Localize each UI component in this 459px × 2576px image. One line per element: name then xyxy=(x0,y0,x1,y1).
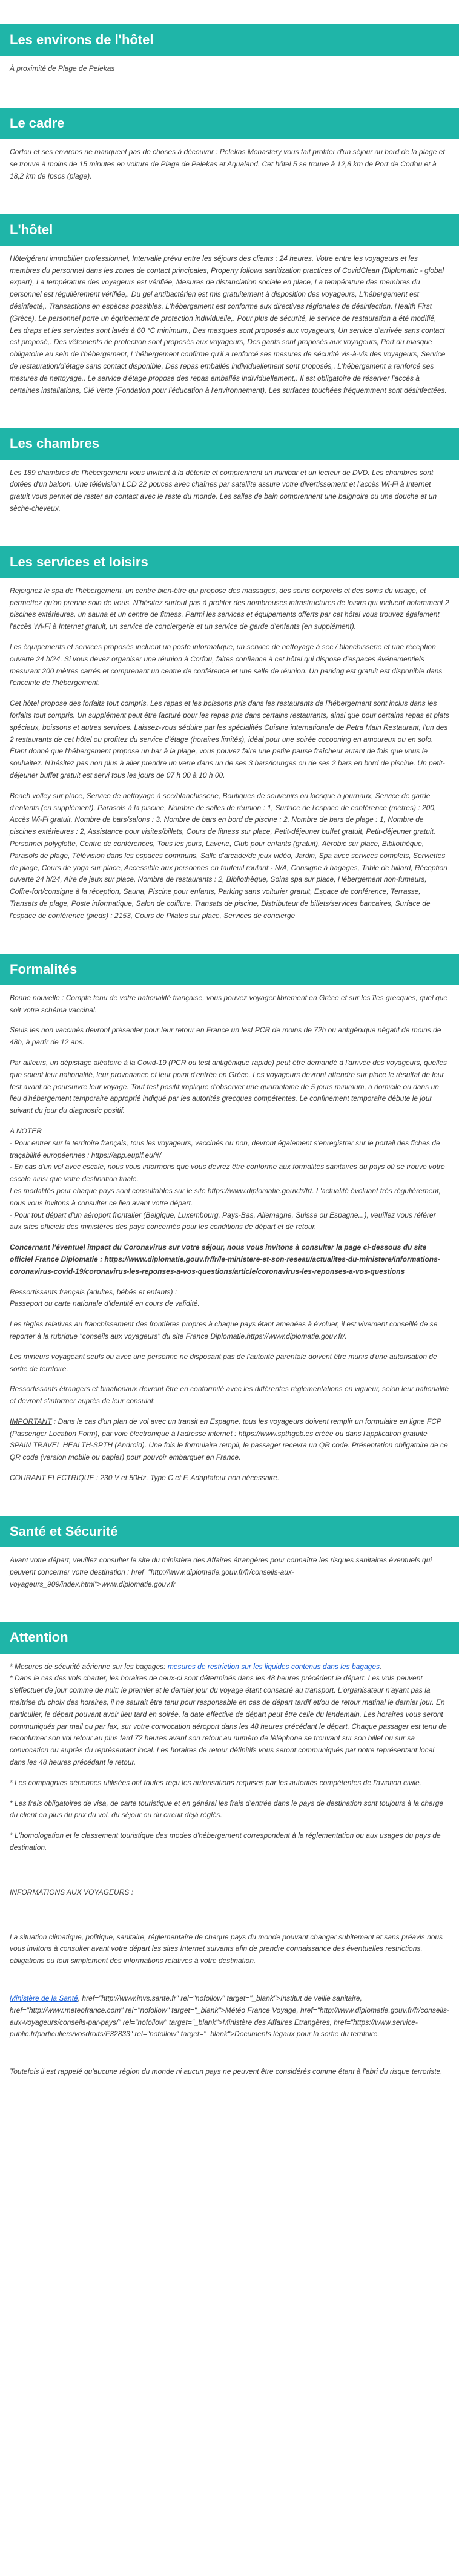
hotel-paragraph: Hôte/gérant immobilier professionnel, Intervalle prévu entre les séjours des clients : 24 heures, Votre entre les voyageurs et les membres du personnel dans les zones de contact principales, Property follows sanitization practices of CovidClean (Diplomatic - global expert), La température des voyageurs est vérifiée, Mesures de distanciation sociale en place, La température des membres du personnel est régulièrement vérifiée,. Du gel antibactérien est mis gratuitement à disposition des voyageurs, L'hébergement est désinfecté,. Transactions en espèces possibles, L'hébergement est conforme aux directives régionales de désinfection. Health First (Grèce), Le personnel porte un équipement de protection individuelle,. Pour plus de sécurité, le service de restauration a été modifié, Les draps et les serviettes sont lavés à 60 °C minimum., Des masques sont proposés aux voyageurs, Un service d'arrivée sans contact est proposé,. Des vêtements de protection sont proposés aux voyageurs, Des gants sont proposés aux voyageurs, Port du masque obligatoire au sein de l'hébergement, L'hébergement confirme qu'il a renforcé ses mesures de sécurité vis-à-vis des voyageurs, Service de restauration/d'étage sans contact disponible, Des repas emballés individuellement sont proposés,. L'hébergement a renforcé ses mesures de nettoyage,. Le service d'étage propose des repas emballés individuellement,. Il est obligatoire de réserver l'accès à certaines installations, Cié Verte (Fondation pour l'éducation à l'environnement), Les surfaces touchées fréquemment sont désinfectées. xyxy=(10,254,447,395)
services-paragraph-2: Les équipements et services proposés incluent un poste informatique, un service de nettoyage à sec / blanchisserie et une réception ouverte 24 h/24. Si vous devez organiser une réunion à Corfou, faites confiance à cet hôtel qui dispose d'espaces événementiels mesurant 200 mètres carrés et comprenant un centre de conférence et une salle de réunion. Un parking est gratuit est disponible dans l'enceinte de l'hébergement. xyxy=(10,643,443,687)
formalites-nota-4: - Pour tout départ d'un aéroport frontalier (Belgique, Luxembourg, Pays-Bas, Allemagne, Suisse ou Espagne...), veuillez vous référer aux sites officiels des ministères des pays concernés pour les conditions de départ et de retour. xyxy=(10,1210,436,1231)
formalites-nota xyxy=(10,1126,449,1138)
formalites-p1: Bonne nouvelle : Compte tenu de votre nationalité française, vous pouvez voyager librement en Grèce et sur les îles grecques, quel que soit votre schéma vaccinal. xyxy=(10,993,448,1014)
formalites-important xyxy=(10,1416,449,1464)
attention-a5: * L'homologation et le classement touristique des modes d'hébergement correspondent à la réglementation ou aux usages du pays de destination. xyxy=(10,1831,441,1852)
sante-paragraph: Avant votre départ, veuillez consulter le site du ministère des Affaires étrangères pour connaître les risques sanitaires éventuels qui peuvent concerner votre destination : href="http://www.diplomatie.gouv.fr/fr/conseils-aux-voyageurs_909/index.html">www.diplomatie.gouv.fr xyxy=(10,1556,432,1588)
section-title-attention: Attention xyxy=(0,1622,459,1653)
attention-situation: La situation climatique, politique, sanitaire, réglementaire de chaque pays du monde pouvant changer subitement et sans préavis nous vous invitons à consulter avant votre départ les sites Internet suivants afin de prendre connaissance des éventuelles restrictions, obligations ou tout simplement des informations relatives à votre destination. xyxy=(10,1932,443,1965)
important-label: IMPORTANT xyxy=(10,1417,52,1426)
a1-post: . xyxy=(380,1662,382,1671)
section-title-chambres: Les chambres xyxy=(0,428,459,459)
attention-links-rest: , href="http://www.invs.sante.fr" rel="nofollow" target="_blank">Institut de veille sanitaire, href="http://www.meteofrance.com" rel="nofollow" target="_blank">Météo France Voyage, href="http://www.diplomatie.gouv.fr/fr/conseils-aux-voyageurs/conseils-par-pays/" rel="nofollow" target="_blank">Ministère des Affaires Etrangères, href="https://www.service-public.fr/particuliers/vosdroits/F32833" rel="nofollow" target="_blank">Documents légaux pour la sortie du territoire. xyxy=(10,1993,449,2039)
environs-text: À proximité de Plage de Pelekas xyxy=(10,64,115,73)
section-title-sante: Santé et Sécurité xyxy=(0,1516,459,1547)
section-title-formalites: Formalités xyxy=(0,954,459,985)
section-cadre xyxy=(0,108,459,192)
section-title-environs: Les environs de l'hôtel xyxy=(0,24,459,56)
section-attention xyxy=(0,1622,459,2088)
services-paragraph-4: Beach volley sur place, Service de nettoyage à sec/blanchisserie, Boutiques de souvenirs ou kiosque à journaux, Service de garde d'enfants (en supplément), Parasols à la piscine, Nombre de salles de réunion : 1, Surface de l'espace de conférence (mètres) : 200, Accès Wi-Fi gratuit, Nombre de bars/salons : 3, Nombre de bars en bord de piscine : 2, Nombre de bars de plage : 1, Nombre de piscines extérieures : 2, Assistance pour visites/billets, Cours de fitness sur place, Petit-déjeuner buffet gratuit, Petit-déjeuner gratuit, Personnel polyglotte, Centre de conférences, Tous les jours, Laverie, Club pour enfants (gratuit), Aérobic sur place, Bibliothèque, Parasols de plage, Télévision dans les espaces communs, Salle d'arcade/de jeux vidéo, Jardin, Spa avec services complets, Serviettes de plage, Cours de yoga sur place, Accessible aux personnes en fauteuil roulant - N/A, Consigne à bagages, Table de billard, Réception ouverte 24 h/24, Aire de jeux sur place, Nombre de restaurants : 2, Bibliothèque, Soins spa sur place, Hébergement non-fumeurs, Coffre-fort/consigne à la réception, Sauna, Piscine pour enfants, Parking sans voiturier gratuit, Espace de conférence, Terrasse, Transats de plage, Poste informatique, Salon de coiffure, Transats de piscine, Distributeur de billets/services bancaires, Surface de l'espace de conférence (pieds) : 2153, Cours de Pilates sur place, Services de concierge xyxy=(10,791,447,920)
cadre-paragraph: Corfou et ses environs ne manquent pas de choses à découvrir : Pelekas Monastery vous fait profiter d'un séjour au bord de la plage et se trouve à moins de 15 minutes en voiture de Plage de Pelekas et Aqualand. Cet hôtel 5 se trouve à 12,8 km de Port de Corfou et à 18,2 km de Ipsos (plage). xyxy=(10,148,445,180)
attention-a3: * Les compagnies aériennes utilisées ont toutes reçu les autorisations requises par les autorités compétentes de l'aviation civile. xyxy=(10,1778,421,1787)
attention-links xyxy=(10,1993,449,2040)
section-environs xyxy=(0,24,459,80)
services-paragraph-1: Rejoignez le spa de l'hébergement, un centre bien-être qui propose des massages, des soins corporels et des soins du visage, et permettez qu'on prenne soin de vous. N'hésitez surtout pas à profiter des nombreuses infrastructures de loisirs qui incluent notamment 2 piscines extérieures, un sauna et un centre de fitness. Parmi les services et équipements offerts par cet hôtel vous trouvez également l'accès Wi-Fi à Internet gratuit, un service de conciergerie et un service de garde d'enfants (en supplément). xyxy=(10,586,449,631)
formalites-p2: Seuls les non vaccinés devront présenter pour leur retour en France un test PCR de moins de 72h ou antigénique négatif de moins de 48h, à partir de 12 ans. xyxy=(10,1026,441,1047)
section-chambres xyxy=(0,428,459,524)
formalites-nota-3: Les modalités pour chaque pays sont consultables sur le site https://www.diplomatie.gouv.fr/fr/. L'actualité évoluant très régulièrement, nous vous invitons à consulter ce lien avant votre départ. xyxy=(10,1186,441,1207)
services-text xyxy=(0,578,459,932)
formalites-nota-1: - Pour entrer sur le territoire français, tous les voyageurs, vaccinés ou non, devront également s'enregistrer sur le portail des fiches de traçabilité européennes : https://app.euplf.eu/#/ xyxy=(10,1138,440,1159)
services-paragraph-3: Cet hôtel propose des forfaits tout compris. Les repas et les boissons pris dans les restaurants de l'hébergement sont inclus dans les forfaits tout compris. Un supplément peut être facturé pour les repas pris dans certains restaurants, ainsi que pour certains repas et plats spéciaux, boissons et autres services. Laissez-vous séduire par les spécialités Cuisine internationale de Petra Main Restaurant, l'un des 2 restaurants de cet hôtel ou profitez du service d'étage (horaires limités), idéal pour une soirée cocooning en amoureux ou en solo. Étant donné que l'hébergement propose un bar à la plage, vous pouvez faire une petite pause fraîcheur autant de fois que vous le souhaitez. N'hésitez pas non plus à aller prendre un verre dans un de ses 3 bars/lounges ou de ses 2 bars en bord de piscine. Un petit-déjeuner buffet gratuit est servi tous les jours de 07 h 00 à 10 h 00. xyxy=(10,699,449,780)
sante-text xyxy=(0,1547,459,1600)
attention-a1 xyxy=(10,1661,449,1673)
attention-text xyxy=(0,1654,459,2088)
section-services xyxy=(0,546,459,932)
formalites-ressortissants: Ressortissants français (adultes, bébés et enfants) : Passeport ou carte nationale d'identité en cours de validité. xyxy=(10,1287,200,1308)
liquids-restriction-link[interactable]: mesures de restriction sur les liquides contenus dans les bagages xyxy=(167,1662,380,1671)
section-title-services: Les services et loisirs xyxy=(0,546,459,578)
cadre-text xyxy=(0,139,459,192)
formalites-p3: Par ailleurs, un dépistage aléatoire à la Covid-19 (PCR ou test antigénique rapide) peut être demandé à l'arrivée des voyageurs, quelles que soient leur nationalité, leur provenance et leur point d'entrée en Grèce. Les voyageurs devront attendre sur place le résultat de leur test avant de poursuivre leur voyage. Tout test positif implique d'observer une quarantaine de 5 jours minimum, à domicile ou dans un lieu d'hébergement temporaire approprié indiqué par les autorités grecques compétentes. Le confinement temporaire débute le jour suivant du jour du diagnostic positif. xyxy=(10,1058,447,1115)
ministere-sante-link[interactable]: Ministère de la Santé xyxy=(10,1993,78,2002)
section-formalites xyxy=(0,954,459,1494)
formalites-nota-2: - En cas d'un vol avec escale, nous vous informons que vous devrez être conforme aux formalités sanitaires du pays où se trouve votre escale ainsi que votre destination finale. xyxy=(10,1162,445,1184)
attention-final: Toutefois il est rappelé qu'aucune région du monde ni aucun pays ne peuvent être considérés comme étant à l'abri du risque terroriste. xyxy=(10,2067,443,2076)
formalites-etrangers: Ressortissants étrangers et binationaux devront être en conformité avec les différentes réglementations en vigueur, selon leur nationalité et devront s'informer auprès de leur consulat. xyxy=(10,1385,449,1406)
formalites-regles: Les règles relatives au franchissement des frontières propres à chaque pays étant amenées à évoluer, il est vivement conseillé de se reporter à la rubrique "conseils aux voyageurs" du site France Diplomatie,https://www.diplomatie.gouv.fr/. xyxy=(10,1320,438,1340)
formalites-text xyxy=(0,985,459,1494)
section-hotel xyxy=(0,214,459,407)
important-text: : Dans le cas d'un plan de vol avec un transit en Espagne, tous les voyageurs doivent remplir un formulaire en ligne FCP (Passenger Location Form), par voie électronique à l'adresse internet : https://www.spthgob.es créée ou dans l'application gratuite SPAIN TRAVEL HEALTH-SPTH (Android). Une fois le formulaire rempli, le passager recevra un QR code. Présentation obligatoire de ce QR code (version mobile ou papier) pour pouvoir embarquer en France. xyxy=(10,1417,448,1462)
attention-info: INFORMATIONS AUX VOYAGEURS : xyxy=(10,1887,134,1896)
hotel-text xyxy=(0,246,459,407)
attention-a4: * Les frais obligatoires de visa, de carte touristique et en général les frais d'entrée dans le pays de destination sont toujours à la charge du client en plus du prix du vol, du séjour ou du circuit déjà réglés. xyxy=(10,1798,444,1820)
section-title-hotel: L'hôtel xyxy=(0,214,459,246)
section-title-cadre: Le cadre xyxy=(0,108,459,139)
attention-a2: * Dans le cas des vols charter, les horaires de ceux-ci sont déterminés dans les 48 heures précédent le départ. Les vols peuvent s'effectuer de jour comme de nuit; le premier et le dernier jour du voyage étant consacré au transport. L'organisateur n'ayant pas la maîtrise du choix des horaires, il ne saurait être tenu pour responsable en cas de départ tardif et/ou de retour matinal le dernier jour. En particulier, le départ pouvant avoir lieu tard en soirée, la date effective de départ peut être celle du lendemain. Les horaires vous seront communiqués par mail ou par fax, sur votre convocation aéroport dans les 48 heures précédant le départ. Chaque passager est tenu de reconfirmer son vol retour au plus tard 72 heures avant son retour au numéro de téléphone se trouvant sur son billet ou sur sa convocation ou auprès du représentant local. Les horaires de retour définitifs vous seront communiqués par notre représentant local dans les 48 heures précédant le retour. xyxy=(10,1674,447,1767)
section-sante xyxy=(0,1516,459,1601)
a1-pre: * Mesures de sécurité aérienne sur les bagages: xyxy=(10,1662,168,1671)
formalites-courant: COURANT ELECTRIQUE : 230 V et 50Hz. Type C et F. Adaptateur non nécessaire. xyxy=(10,1473,280,1483)
nota-title: A NOTER xyxy=(10,1126,42,1135)
chambres-text xyxy=(0,460,459,525)
chambres-paragraph: Les 189 chambres de l'hébergement vous invitent à la détente et comprennent un minibar et un lecteur de DVD. Les chambres sont dotées d'un balcon. Une télévision LCD 22 pouces avec chaînes par satellite assure votre divertissement et l'accès Wi-Fi à Internet gratuit vous permet de rester en contact avec le reste du monde. Les salles de bain comprennent une baignoire ou une douche et un sèche-cheveux. xyxy=(10,468,437,513)
formalites-concern: Concernant l'éventuel impact du Coronavirus sur votre séjour, nous vous invitons à consulter la page ci-dessous du site officiel France Diplomatie : https://www.diplomatie.gouv.fr/fr/le-ministere-et-son-reseau/actualites-du-ministere/informations-coronavirus-covid-19/coronavirus-les-reponses-a-vos-questions/article/coronavirus-les-reponses-a-vos-questions xyxy=(10,1243,440,1276)
formalites-mineurs: Les mineurs voyageant seuls ou avec une personne ne disposant pas de l'autorité parentale doivent être munis d'une autorisation de sortie de territoire. xyxy=(10,1352,437,1373)
